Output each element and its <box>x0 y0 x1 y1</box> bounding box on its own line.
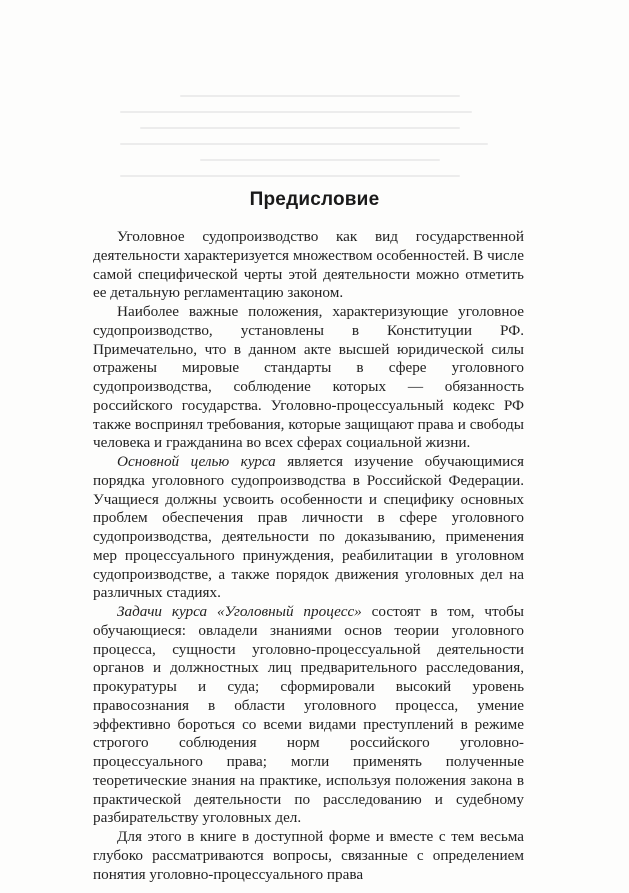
paragraph <box>93 228 524 303</box>
paragraph <box>93 453 524 603</box>
paragraph <box>93 303 524 453</box>
paragraph-text: Для этого в книге в доступной форме и вместе с тем весьма глубоко рассматриваются вопросы, связанные с определением понятия уголовно-процессуального права <box>93 828 524 883</box>
paragraph-text: является изучение обучающимися порядка уголовного судопроизводства в Российской Федерации. Учащиеся должны усвоить особенности и специфику основных проблем обеспечения прав личности в сфере уголовного судопроизводства, деятельности по доказыванию, применения мер процессуального принуждения, реабилитации в уголовном судопроизводстве, а также порядок движения уголовных дел на различных стадиях. <box>93 453 524 602</box>
page-title: Предисловие <box>249 188 380 210</box>
paragraph-text: Уголовное судопроизводство как вид государственной деятельности характеризуется множеством особенностей. В числе самой специфической черты этой деятельности можно отметить ее детальную регламентацию законом. <box>93 228 524 302</box>
paragraph <box>93 603 524 828</box>
body-text <box>93 228 524 884</box>
emphasis-course-tasks: Задачи курса «Уголовный процесс» <box>117 603 362 620</box>
emphasis-course-goal: Основной целью курса <box>117 453 276 470</box>
paragraph-text: состоят в том, чтобы обучающиеся: овладели знаниями основ теории уголовного процесса, сущности уголовно-процессуальной деятельности органов и должностных лиц предварительного расследования, прокуратуры и суда; сформировали высокий уровень правосознания в области уголовного процесса, умение эффективно бороться со всеми видами преступлений в режиме строгого соблюдения норм российского уголовно-процессуального права; могли применять полученные теоретические знания на практике, используя положения закона в практической деятельности по расследованию и судебному разбирательству уголовных дел. <box>93 603 524 827</box>
paragraph <box>93 828 524 884</box>
paragraph-text: Наиболее важные положения, характеризующие уголовное судопроизводство, установлены в Конституции РФ. Примечательно, что в данном акте высшей юридической силы отражены мировые стандарты в сфере уголовного судопроизводства, соблюдение которых — обязанность российского государства. Уголовно-процессуальный кодекс РФ также воспринял требования, которые защищают права и свободы человека и гражданина во всех сферах социальной жизни. <box>93 303 524 452</box>
